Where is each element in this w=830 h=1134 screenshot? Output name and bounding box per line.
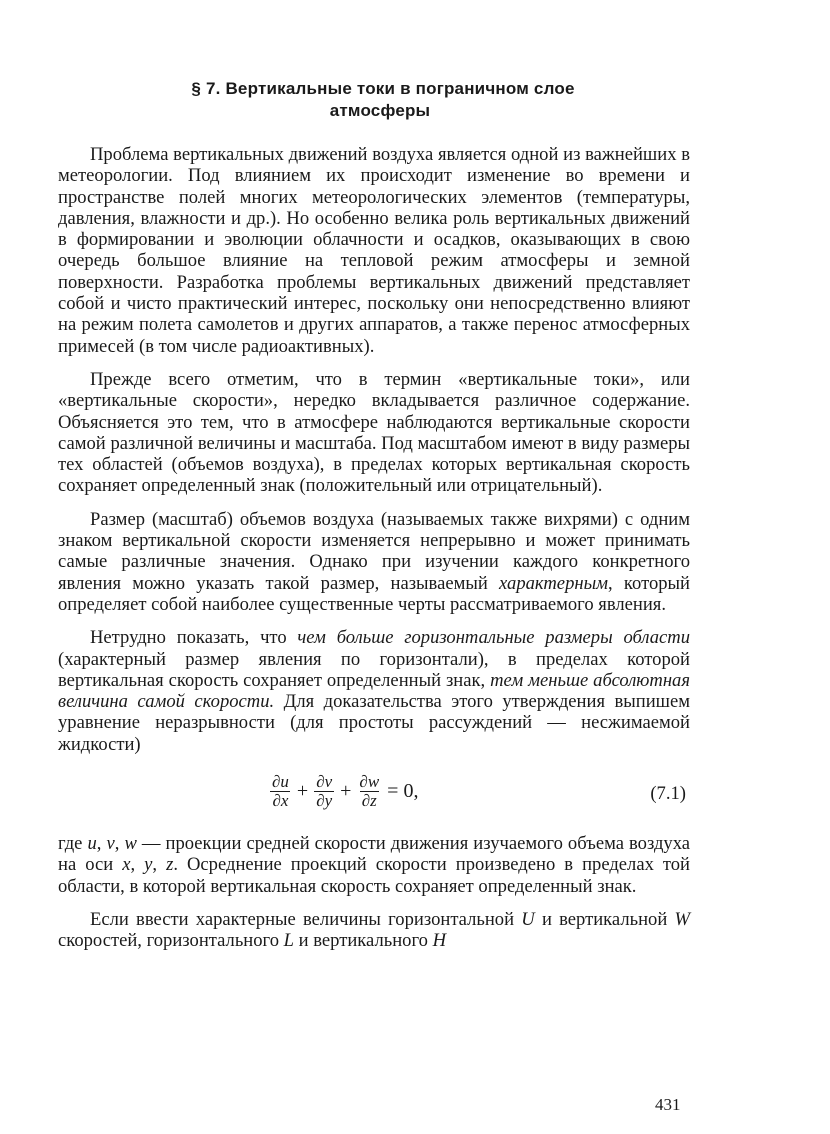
var-H: H: [432, 930, 447, 952]
plus-sign: +: [296, 779, 309, 802]
var-u: u: [87, 833, 97, 855]
fraction-dv-dy: [314, 773, 334, 810]
fraction-denominator: ∂z: [361, 791, 377, 811]
paragraph-5: [58, 833, 690, 897]
var-z: z: [166, 854, 174, 876]
separator: ,: [152, 854, 167, 876]
paragraph-6-text-d: и вертикального: [294, 930, 433, 952]
paragraph-4-text-a: Нетрудно показать, что: [90, 627, 298, 649]
paragraph-4-text-c: Для доказательства этого утверждения выпишем уравнение неразрывности (для простоты рассуждений — несжимаемой жидкости): [58, 691, 690, 755]
separator: ,: [114, 833, 125, 855]
paragraph-3-emphasis: характерным: [499, 572, 609, 594]
paragraph-6: [58, 909, 690, 952]
equation-block: [58, 761, 690, 827]
plus-sign: +: [340, 779, 352, 802]
separator: ,: [96, 833, 107, 855]
fraction-numerator: ∂w: [359, 772, 380, 792]
fraction-denominator: ∂y: [316, 791, 333, 811]
body-text: [58, 144, 690, 952]
paragraph-6-text-b: и вертикальной: [534, 908, 675, 930]
paragraph-3: [58, 509, 690, 615]
fraction-du-dx: [270, 773, 291, 810]
separator: ,: [130, 854, 145, 876]
section-title-line-1: § 7. Вертикальные токи в пограничном слое: [191, 79, 575, 98]
var-v: v: [106, 833, 115, 855]
fraction-dw-dz: [357, 773, 381, 810]
paragraph-2: Прежде всего отметим, что в термин «вертикальные токи», или «вертикальные скорости», нередко вкладывается различное содержание. Объясняется это тем, что в атмосфере наблюдаются вертикальные скорости самой различной величины и масштаба. Под масштабом имеют в виду размеры тех областей (объемов воздуха), в пределах которых вертикальная скорость сохраняет определенный знак (положительный или отрицательный).: [58, 368, 690, 497]
paragraph-4-emphasis-1: чем больше горизонтальные размеры области: [297, 627, 691, 649]
fraction-numerator: ∂u: [272, 772, 289, 792]
equals-zero: = 0,: [387, 779, 419, 802]
paragraph-6-text-a: Если ввести характерные величины горизонтальной: [90, 908, 522, 930]
paragraph-5-text-c: . Осреднение проекций скорости произведено в пределах той области, в которой вертикальная скорость сохраняет определенный знак.: [58, 854, 691, 897]
var-U: U: [521, 908, 535, 930]
paragraph-4-emphasis-2: тем меньше абсолютная величина самой скорости.: [58, 669, 690, 713]
paragraph-5-text-a: где: [58, 833, 88, 855]
var-x: x: [122, 854, 131, 876]
var-w: w: [124, 833, 137, 855]
var-y: y: [144, 854, 153, 876]
paragraph-6-text-c: скоростей, горизонтального: [58, 930, 284, 952]
section-title-line-2: атмосферы: [329, 101, 431, 120]
page-number: 431: [655, 1095, 681, 1114]
fraction-numerator: ∂v: [316, 772, 333, 792]
continuity-equation: [268, 773, 422, 810]
var-L: L: [283, 930, 294, 952]
paragraph-4: [58, 627, 690, 755]
fraction-denominator: ∂x: [272, 791, 289, 811]
paragraph-3-text-b: , который определяет собой наиболее существенные черты рассматриваемого явления.: [58, 572, 690, 615]
paragraph-5-text-b: — проекции средней скорости движения изучаемого объема воздуха на оси: [58, 833, 691, 876]
section-title: [0, 78, 760, 122]
paragraph-3-text-a: Размер (масштаб) объемов воздуха (называемых также вихрями) с одним знаком вертикальной скорости изменяется непрерывно и может принимать самые различные значения. Однако при изучении каждого конкретного явления можно указать такой размер, называемый: [58, 508, 690, 594]
paragraph-4-text-b: (характерный размер явления по горизонтали), в пределах которой вертикальная скорость сохраняет определенный знак,: [58, 648, 690, 691]
equation-number: (7.1): [650, 783, 686, 805]
paragraph-1: Проблема вертикальных движений воздуха является одной из важнейших в метеорологии. Под влиянием их происходит изменение во времени и пространстве полей многих метеорологических элементов (температуры, давления, влажности и др.). Но особенно велика роль вертикальных движений в формировании и эволюции облачности и осадков, оказывающих в свою очередь большое влияние на тепловой режим атмосферы и земной поверхности. Разработка проблемы вертикальных движений представляет собой и чисто практический интерес, поскольку они непосредственно влияют на режим полета самолетов и других аппаратов, а также перенос атмосферных примесей (в том числе радиоактивных).: [58, 144, 690, 357]
var-W: W: [674, 908, 691, 930]
